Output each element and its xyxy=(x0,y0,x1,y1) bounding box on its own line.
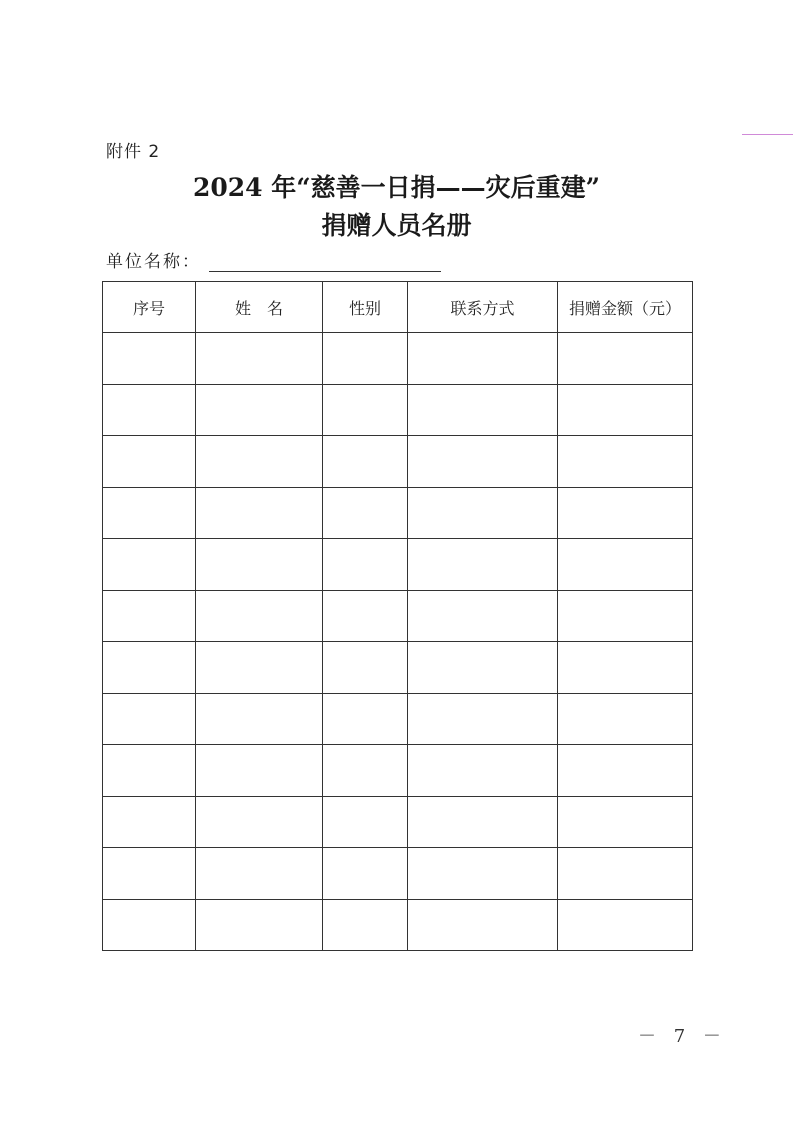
table-row xyxy=(103,796,693,848)
contact-cell xyxy=(408,693,558,745)
contact-cell xyxy=(408,642,558,694)
name-cell xyxy=(196,384,323,436)
serial-number-cell xyxy=(103,539,196,591)
contact-cell xyxy=(408,384,558,436)
table-row xyxy=(103,539,693,591)
gender-cell xyxy=(323,487,408,539)
donation-amount-cell xyxy=(558,745,693,797)
contact-cell xyxy=(408,539,558,591)
header-gender: 性别 xyxy=(323,282,408,333)
name-cell xyxy=(196,745,323,797)
margin-mark xyxy=(742,134,793,135)
table-row xyxy=(103,848,693,900)
serial-number-cell xyxy=(103,796,196,848)
serial-number-cell xyxy=(103,384,196,436)
header-serial-number: 序号 xyxy=(103,282,196,333)
gender-cell xyxy=(323,539,408,591)
donation-amount-cell xyxy=(558,642,693,694)
name-cell xyxy=(196,590,323,642)
page-number: － 7 － xyxy=(638,1026,727,1047)
donation-amount-cell xyxy=(558,384,693,436)
table-row xyxy=(103,745,693,797)
serial-number-cell xyxy=(103,848,196,900)
table-row xyxy=(103,642,693,694)
name-cell xyxy=(196,436,323,488)
name-cell xyxy=(196,487,323,539)
serial-number-cell xyxy=(103,693,196,745)
table-header-row xyxy=(103,282,693,333)
gender-cell xyxy=(323,333,408,385)
contact-cell xyxy=(408,899,558,951)
gender-cell xyxy=(323,899,408,951)
gender-cell xyxy=(323,745,408,797)
contact-cell xyxy=(408,487,558,539)
name-cell xyxy=(196,333,323,385)
donation-amount-cell xyxy=(558,848,693,900)
contact-cell xyxy=(408,745,558,797)
serial-number-cell xyxy=(103,745,196,797)
document-title-line-1: 2024 年“慈善一日捐——灾后重建” xyxy=(192,173,601,202)
donation-amount-cell xyxy=(558,796,693,848)
serial-number-cell xyxy=(103,590,196,642)
donation-amount-cell xyxy=(558,590,693,642)
serial-number-cell xyxy=(103,487,196,539)
gender-cell xyxy=(323,590,408,642)
header-contact: 联系方式 xyxy=(408,282,558,333)
name-cell xyxy=(196,539,323,591)
table-row xyxy=(103,899,693,951)
serial-number-cell xyxy=(103,642,196,694)
serial-number-cell xyxy=(103,436,196,488)
table-row xyxy=(103,590,693,642)
name-cell xyxy=(196,899,323,951)
table-row xyxy=(103,487,693,539)
donation-amount-cell xyxy=(558,436,693,488)
document-title-line-2: 捐赠人员名册 xyxy=(321,211,472,240)
serial-number-cell xyxy=(103,899,196,951)
donation-amount-cell xyxy=(558,333,693,385)
name-cell xyxy=(196,693,323,745)
contact-cell xyxy=(408,796,558,848)
donation-amount-cell xyxy=(558,899,693,951)
name-cell xyxy=(196,642,323,694)
donation-amount-cell xyxy=(558,693,693,745)
contact-cell xyxy=(408,590,558,642)
table-row xyxy=(103,693,693,745)
header-donation-amount: 捐赠金额（元） xyxy=(558,282,693,333)
contact-cell xyxy=(408,333,558,385)
donor-roster-table xyxy=(102,281,693,951)
gender-cell xyxy=(323,384,408,436)
table-row xyxy=(103,384,693,436)
unit-name-label: 单位名称： xyxy=(106,252,201,272)
unit-name-blank xyxy=(209,251,441,272)
header-name: 姓 名 xyxy=(196,282,323,333)
name-cell xyxy=(196,848,323,900)
serial-number-cell xyxy=(103,333,196,385)
gender-cell xyxy=(323,848,408,900)
table-row xyxy=(103,436,693,488)
contact-cell xyxy=(408,436,558,488)
gender-cell xyxy=(323,693,408,745)
gender-cell xyxy=(323,642,408,694)
gender-cell xyxy=(323,436,408,488)
roster-body xyxy=(103,333,693,951)
unit-name-row xyxy=(106,247,441,272)
name-cell xyxy=(196,796,323,848)
table-row xyxy=(103,333,693,385)
contact-cell xyxy=(408,848,558,900)
gender-cell xyxy=(323,796,408,848)
donation-amount-cell xyxy=(558,487,693,539)
donation-amount-cell xyxy=(558,539,693,591)
attachment-label: 附件 2 xyxy=(106,142,161,162)
